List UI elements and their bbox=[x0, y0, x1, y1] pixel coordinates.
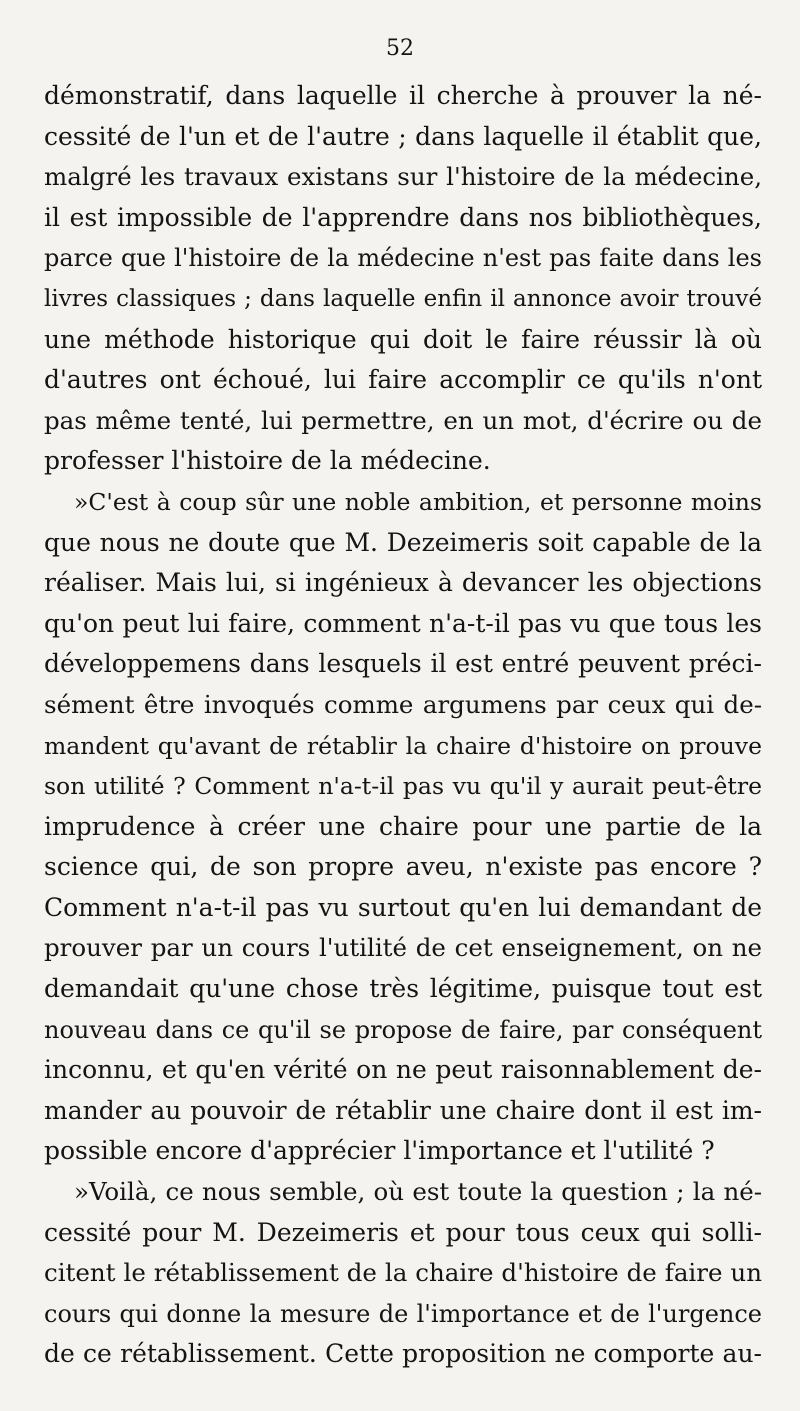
text-line: science qui, de son propre aveu, n'existe pas encore ? bbox=[44, 852, 762, 882]
text-line: cessité de l'un et de l'autre ; dans laquelle il établit que, bbox=[44, 121, 762, 151]
text-line: d'autres ont échoué, lui faire accomplir ce qu'ils n'ont bbox=[44, 365, 762, 395]
text-line: »Voilà, ce nous semble, où est toute la question ; la né- bbox=[74, 1177, 762, 1207]
text-line: citent le rétablissement de la chaire d'histoire de faire un bbox=[44, 1258, 762, 1288]
text-line: malgré les travaux existans sur l'histoire de la médecine, bbox=[44, 162, 762, 192]
text-line: imprudence à créer une chaire pour une partie de la bbox=[44, 811, 762, 841]
text-line: développemens dans lesquels il est entré peuvent préci- bbox=[44, 649, 762, 679]
text-line: de ce rétablissement. Cette proposition ne comporte au- bbox=[44, 1339, 762, 1369]
text-line: livres classiques ; dans laquelle enfin il annonce avoir trouvé bbox=[44, 285, 762, 312]
text-line: son utilité ? Comment n'a-t-il pas vu qu'il y aurait peut-être bbox=[44, 772, 762, 801]
text-line: cours qui donne la mesure de l'importance et de l'urgence bbox=[44, 1299, 762, 1328]
text-line: une méthode historique qui doit le faire réussir là où bbox=[44, 324, 762, 354]
text-line: possible encore d'apprécier l'importance et l'utilité ? bbox=[44, 1136, 715, 1166]
text-line: mandent qu'avant de rétablir la chaire d'histoire on prouve bbox=[44, 731, 762, 760]
body-text bbox=[44, 76, 762, 1375]
page-number: 52 bbox=[386, 36, 414, 61]
text-line: pas même tenté, lui permettre, en un mot, d'écrire ou de bbox=[44, 405, 762, 435]
text-line: cessité pour M. Dezeimeris et pour tous ceux qui solli- bbox=[44, 1217, 762, 1247]
text-line: professer l'histoire de la médecine. bbox=[44, 446, 491, 476]
text-line: nouveau dans ce qu'il se propose de faire, par conséquent bbox=[44, 1015, 762, 1044]
text-line: parce que l'histoire de la médecine n'est pas faite dans les bbox=[44, 244, 762, 273]
text-line: qu'on peut lui faire, comment n'a-t-il pas vu que tous les bbox=[44, 608, 762, 638]
text-line: réaliser. Mais lui, si ingénieux à devancer les objections bbox=[44, 568, 762, 598]
text-line: »C'est à coup sûr une noble ambition, et personne moins bbox=[74, 487, 762, 516]
text-line: mander au pouvoir de rétablir une chaire dont il est im- bbox=[44, 1095, 762, 1125]
text-line: inconnu, et qu'en vérité on ne peut raisonnablement de- bbox=[44, 1055, 762, 1085]
text-line: il est impossible de l'apprendre dans nos bibliothèques, bbox=[44, 202, 762, 232]
text-line: prouver par un cours l'utilité de cet enseignement, on ne bbox=[44, 933, 762, 963]
text-line: demandait qu'une chose très légitime, puisque tout est bbox=[44, 974, 762, 1004]
text-line: démonstratif, dans laquelle il cherche à prouver la né- bbox=[44, 81, 762, 110]
text-line: que nous ne doute que M. Dezeimeris soit capable de la bbox=[44, 527, 762, 557]
text-line: sément être invoqués comme argumens par ceux qui de- bbox=[44, 689, 762, 719]
text-line: Comment n'a-t-il pas vu surtout qu'en lui demandant de bbox=[44, 892, 762, 922]
